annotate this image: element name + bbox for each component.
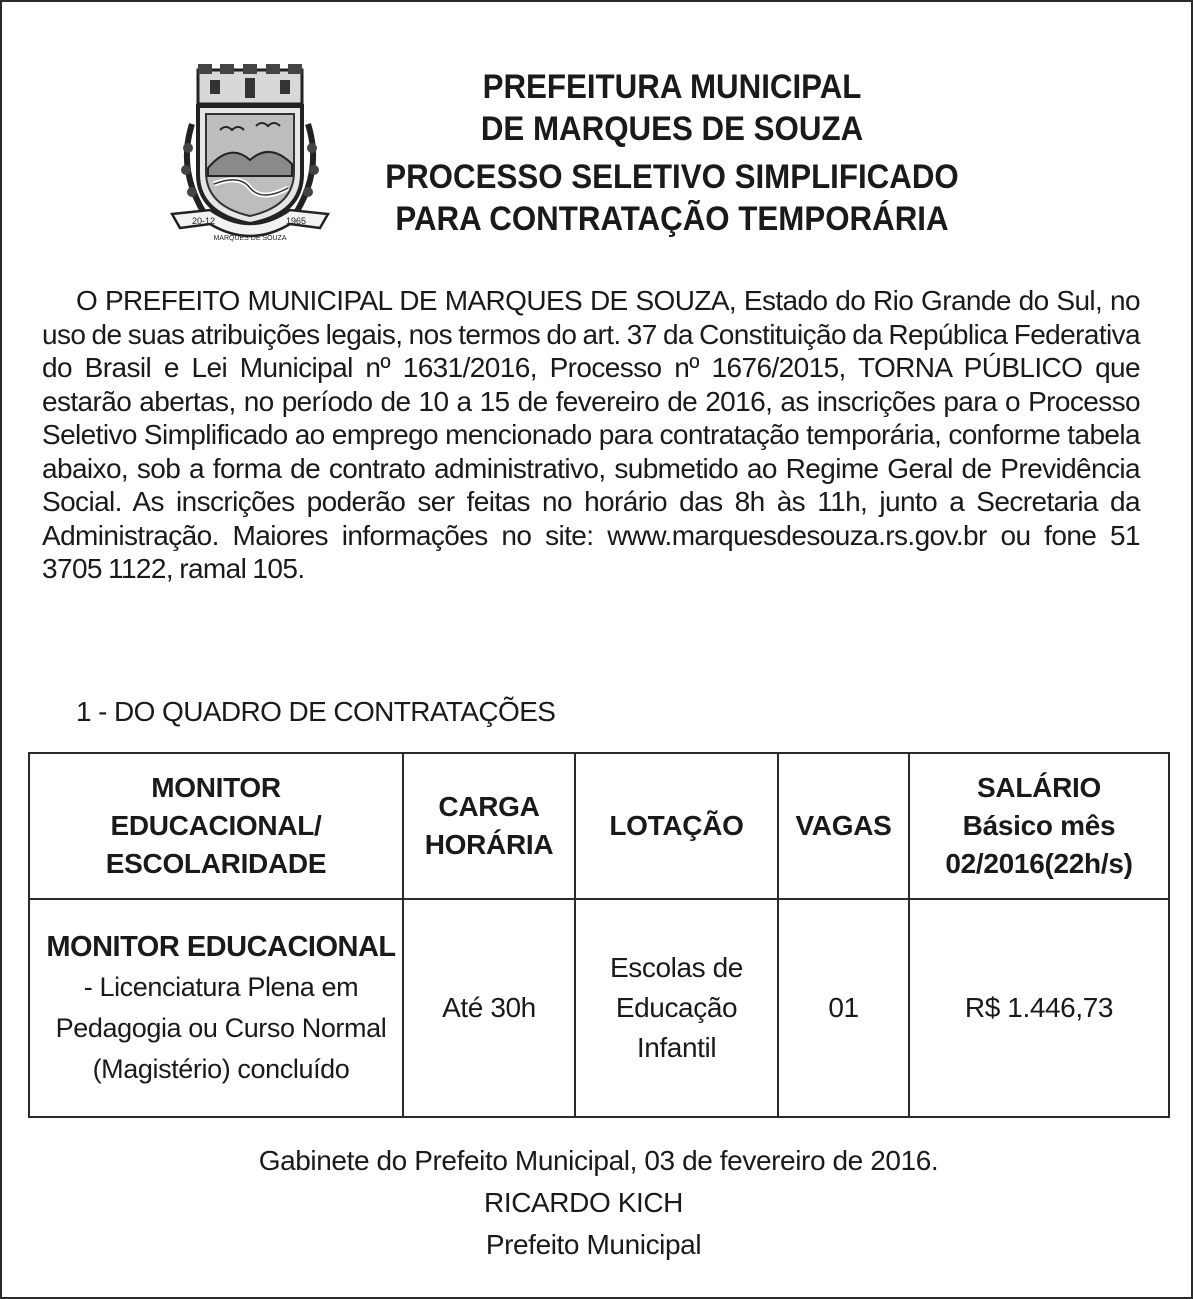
signer-name: RICARDO KICH: [484, 1187, 683, 1218]
title-line-3: PROCESSO SELETIVO SIMPLIFICADO: [385, 158, 959, 196]
header-position: [29, 753, 403, 899]
location-line-3: Infantil: [636, 1032, 717, 1063]
section-heading: 1 - DO QUADRO DE CONTRATAÇÕES: [76, 696, 556, 727]
header-position-l3: ESCOLARIDADE: [105, 848, 327, 879]
crest-year-left: 20-12: [192, 216, 216, 226]
coat-of-arms-icon: [170, 64, 330, 246]
title-line-2: DE MARQUES DE SOUZA: [480, 110, 864, 148]
requirement-line-2: Pedagogia ou Curso Normal: [55, 1012, 387, 1043]
place-date: Gabinete do Prefeito Municipal, 03 de fevereiro de 2016.: [258, 1145, 939, 1176]
signer-role: Prefeito Municipal: [485, 1229, 702, 1260]
cell-position: [29, 899, 403, 1117]
hiring-table: [28, 752, 1170, 1118]
cell-salary: R$ 1.446,73: [909, 899, 1169, 1117]
header-vacancies: VAGAS: [778, 753, 909, 899]
header-salary: [909, 753, 1169, 899]
table-header-row: [29, 753, 1169, 899]
requirement-line-1: - Licenciatura Plena em: [83, 971, 359, 1002]
header-position-l1: MONITOR: [151, 772, 281, 803]
title-line-4: PARA CONTRATAÇÃO TEMPORÁRIA: [395, 200, 949, 238]
header-salary-l1: SALÁRIO: [977, 772, 1101, 803]
header-hours: [403, 753, 575, 899]
header-position-l2: EDUCACIONAL/: [110, 810, 322, 841]
header-hours-l1: CARGA: [438, 791, 540, 822]
header-location: LOTAÇÃO: [575, 753, 778, 899]
notice-body: [42, 284, 1140, 586]
header-salary-l3: 02/2016(22h/s): [945, 848, 1133, 879]
cell-hours: Até 30h: [403, 899, 575, 1117]
cell-vacancies: 01: [778, 899, 909, 1117]
cell-location: [575, 899, 778, 1117]
header-hours-l2: HORÁRIA: [424, 829, 554, 860]
header-salary-l2: Básico mês: [962, 810, 1116, 841]
requirement-line-3: (Magistério) concluído: [92, 1053, 350, 1084]
notice-paragraph: O PREFEITO MUNICIPAL DE MARQUES DE SOUZA, Estado do Rio Grande do Sul, no uso de suas atribuições legais, nos termos do art. 37 da Constituição da República Federativa do Brasil e Lei Municipal nº 1631/2016, Processo nº 1676/2015, TORNA PÚBLICO que estarão abertas, no período de 10 a 15 de fevereiro de 2016, as inscrições para o Processo Seletivo Simplificado ao emprego mencionado para contratação temporária, conforme tabela abaixo, sob a forma de contrato administrativo, submetido ao Regime Geral de Previdência Social. As inscrições poderão ser feitas no horário das 8h às 11h, junto a Secretaria da Administração. Maiores informações no site: www.marquesdesouza.rs.gov.br ou fone 51 3705 1122, ramal 105.: [42, 285, 1140, 584]
title-line-1: PREFEITURA MUNICIPAL: [482, 68, 862, 106]
location-line-2: Educação: [615, 992, 738, 1023]
table-row: [29, 899, 1169, 1117]
notice-header: [2, 2, 1193, 262]
crest-year-right: 1965: [286, 216, 307, 226]
crest-motto: MARQUES DE SOUZA: [213, 235, 287, 242]
signature-block: [2, 1140, 1193, 1266]
notice-title-block: [342, 64, 1002, 240]
location-line-1: Escolas de: [610, 952, 743, 983]
job-title: MONITOR EDUCACIONAL: [46, 930, 396, 963]
